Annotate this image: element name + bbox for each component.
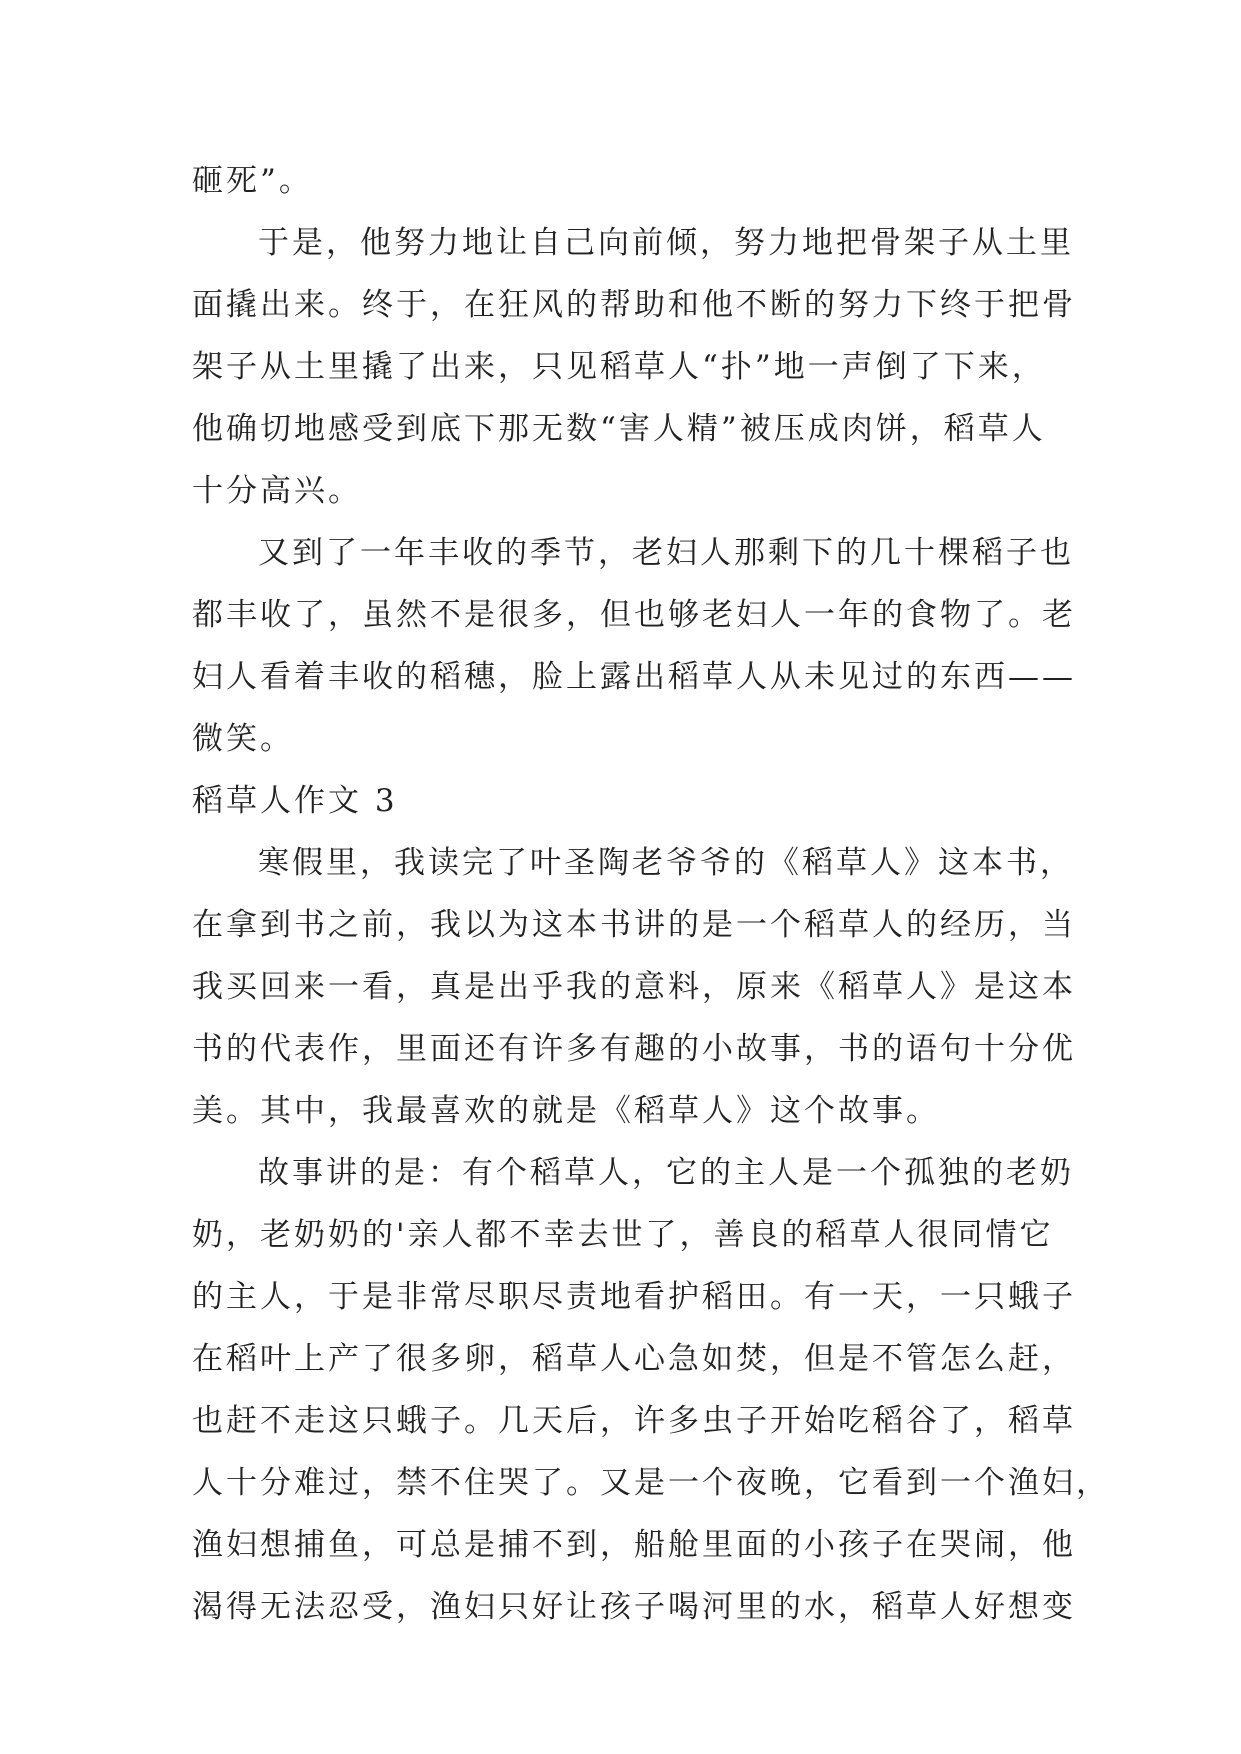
text-line: 奶，老奶奶的'亲人都不幸去世了，善良的稻草人很同情它 <box>192 1217 1054 1253</box>
section-heading: 稻草人作文 3 <box>192 783 398 819</box>
text-line: 故事讲的是：有个稻草人，它的主人是一个孤独的老奶 <box>258 1155 1074 1191</box>
text-line: 于是，他努力地让自己向前倾，努力地把骨架子从土里 <box>258 225 1074 261</box>
text-line: 面撬出来。终于，在狂风的帮助和他不断的努力下终于把骨 <box>192 287 1076 323</box>
document-body <box>192 150 1110 1638</box>
text-line: 美。其中，我最喜欢的就是《稻草人》这个故事。 <box>192 1093 940 1129</box>
text-line: 十分高兴。 <box>192 473 362 509</box>
text-line: 寒假里，我读完了叶圣陶老爷爷的《稻草人》这本书， <box>258 845 1074 881</box>
text-line: 也赶不走这只蛾子。几天后，许多虫子开始吃稻谷了，稻草 <box>192 1403 1076 1439</box>
text-line: 都丰收了，虽然不是很多，但也够老妇人一年的食物了。老 <box>192 597 1076 633</box>
text-line: 人十分难过，禁不住哭了。又是一个夜晚，它看到一个渔妇， <box>192 1465 1110 1501</box>
text-line: 架子从土里撬了出来，只见稻草人“扑”地一声倒了下来， <box>192 349 1046 385</box>
text-line: 在稻叶上产了很多卵，稻草人心急如焚，但是不管怎么赶， <box>192 1341 1076 1377</box>
text-line: 在拿到书之前，我以为这本书讲的是一个稻草人的经历，当 <box>192 907 1076 943</box>
text-line: 我买回来一看，真是出乎我的意料，原来《稻草人》是这本 <box>192 969 1076 1005</box>
text-line: 渔妇想捕鱼，可总是捕不到，船舱里面的小孩子在哭闹，他 <box>192 1527 1076 1563</box>
text-line: 微笑。 <box>192 721 294 757</box>
text-line: 的主人，于是非常尽职尽责地看护稻田。有一天，一只蛾子 <box>192 1279 1076 1315</box>
text-line: 砸死”。 <box>192 163 313 199</box>
text-line: 妇人看着丰收的稻穗，脸上露出稻草人从未见过的东西—— <box>192 659 1076 695</box>
text-line: 渴得无法忍受，渔妇只好让孩子喝河里的水，稻草人好想变 <box>192 1589 1076 1625</box>
text-line: 书的代表作，里面还有许多有趣的小故事，书的语句十分优 <box>192 1031 1076 1067</box>
text-line: 又到了一年丰收的季节，老妇人那剩下的几十棵稻子也 <box>258 535 1074 571</box>
text-line: 他确切地感受到底下那无数“害人精”被压成肉饼，稻草人 <box>192 411 1046 447</box>
